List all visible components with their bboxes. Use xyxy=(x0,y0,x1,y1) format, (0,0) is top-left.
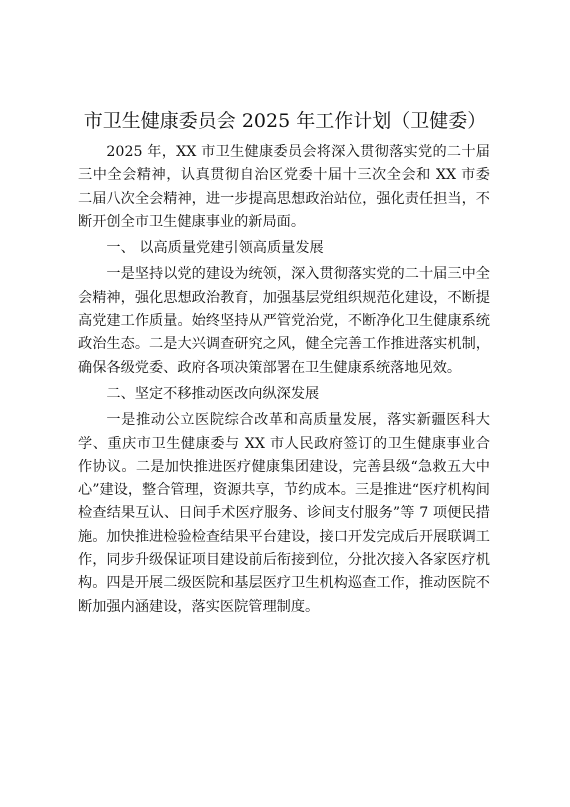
section-heading-1: 一、 以高质量党建引领高质量发展 xyxy=(106,240,324,257)
document-title: 市卫生健康委员会 2025 年工作计划（卫健委） xyxy=(83,110,487,132)
document-body xyxy=(78,141,490,619)
intro-paragraph: 2025 年，XX 市卫生健康委员会将深入贯彻落实党的二十届三中全会精神，认真贯彻自治区党委十届十三次全会和 XX 市委二届八次全会精神，进一步提高思想政治站位，强化责任担当，不断开创全市卫生健康事业的新局面。 xyxy=(78,144,490,230)
section-body-2: 一是推动公立医院综合改革和高质量发展，落实新疆医科大学、重庆市卫生健康委与 XX 市人民政府签订的卫生健康事业合作协议。二是加快推进医疗健康集团建设，完善县级“急救五大中心”建设，整合管理，资源共享，节约成本。三是推进“医疗机构间检查结果互认、日间手术医疗服务、诊间支付服务”等 7 项便民措施。加快推进检验检查结果平台建设，接口开发完成后开展联调工作，同步升级保证项目建设前后衔接到位，分批次接入各家医疗机构。四是开展二级医院和基层医疗卫生机构巡查工作，推动医院不断加强内涵建设，落实医院管理制度。 xyxy=(78,412,490,615)
section-heading-2: 二、坚定不移推动医改向纵深发展 xyxy=(106,385,320,402)
section-body-1: 一是坚持以党的建设为统领，深入贯彻落实党的二十届三中全会精神，强化思想政治教育，加强基层党组织规范化建设，不断提高党建工作质量。始终坚持从严管党治党，不断净化卫生健康系统政治生态。二是大兴调查研究之风，健全完善工作推进落实机制，确保各级党委、政府各项决策部署在卫生健康系统落地见效。 xyxy=(78,266,490,376)
